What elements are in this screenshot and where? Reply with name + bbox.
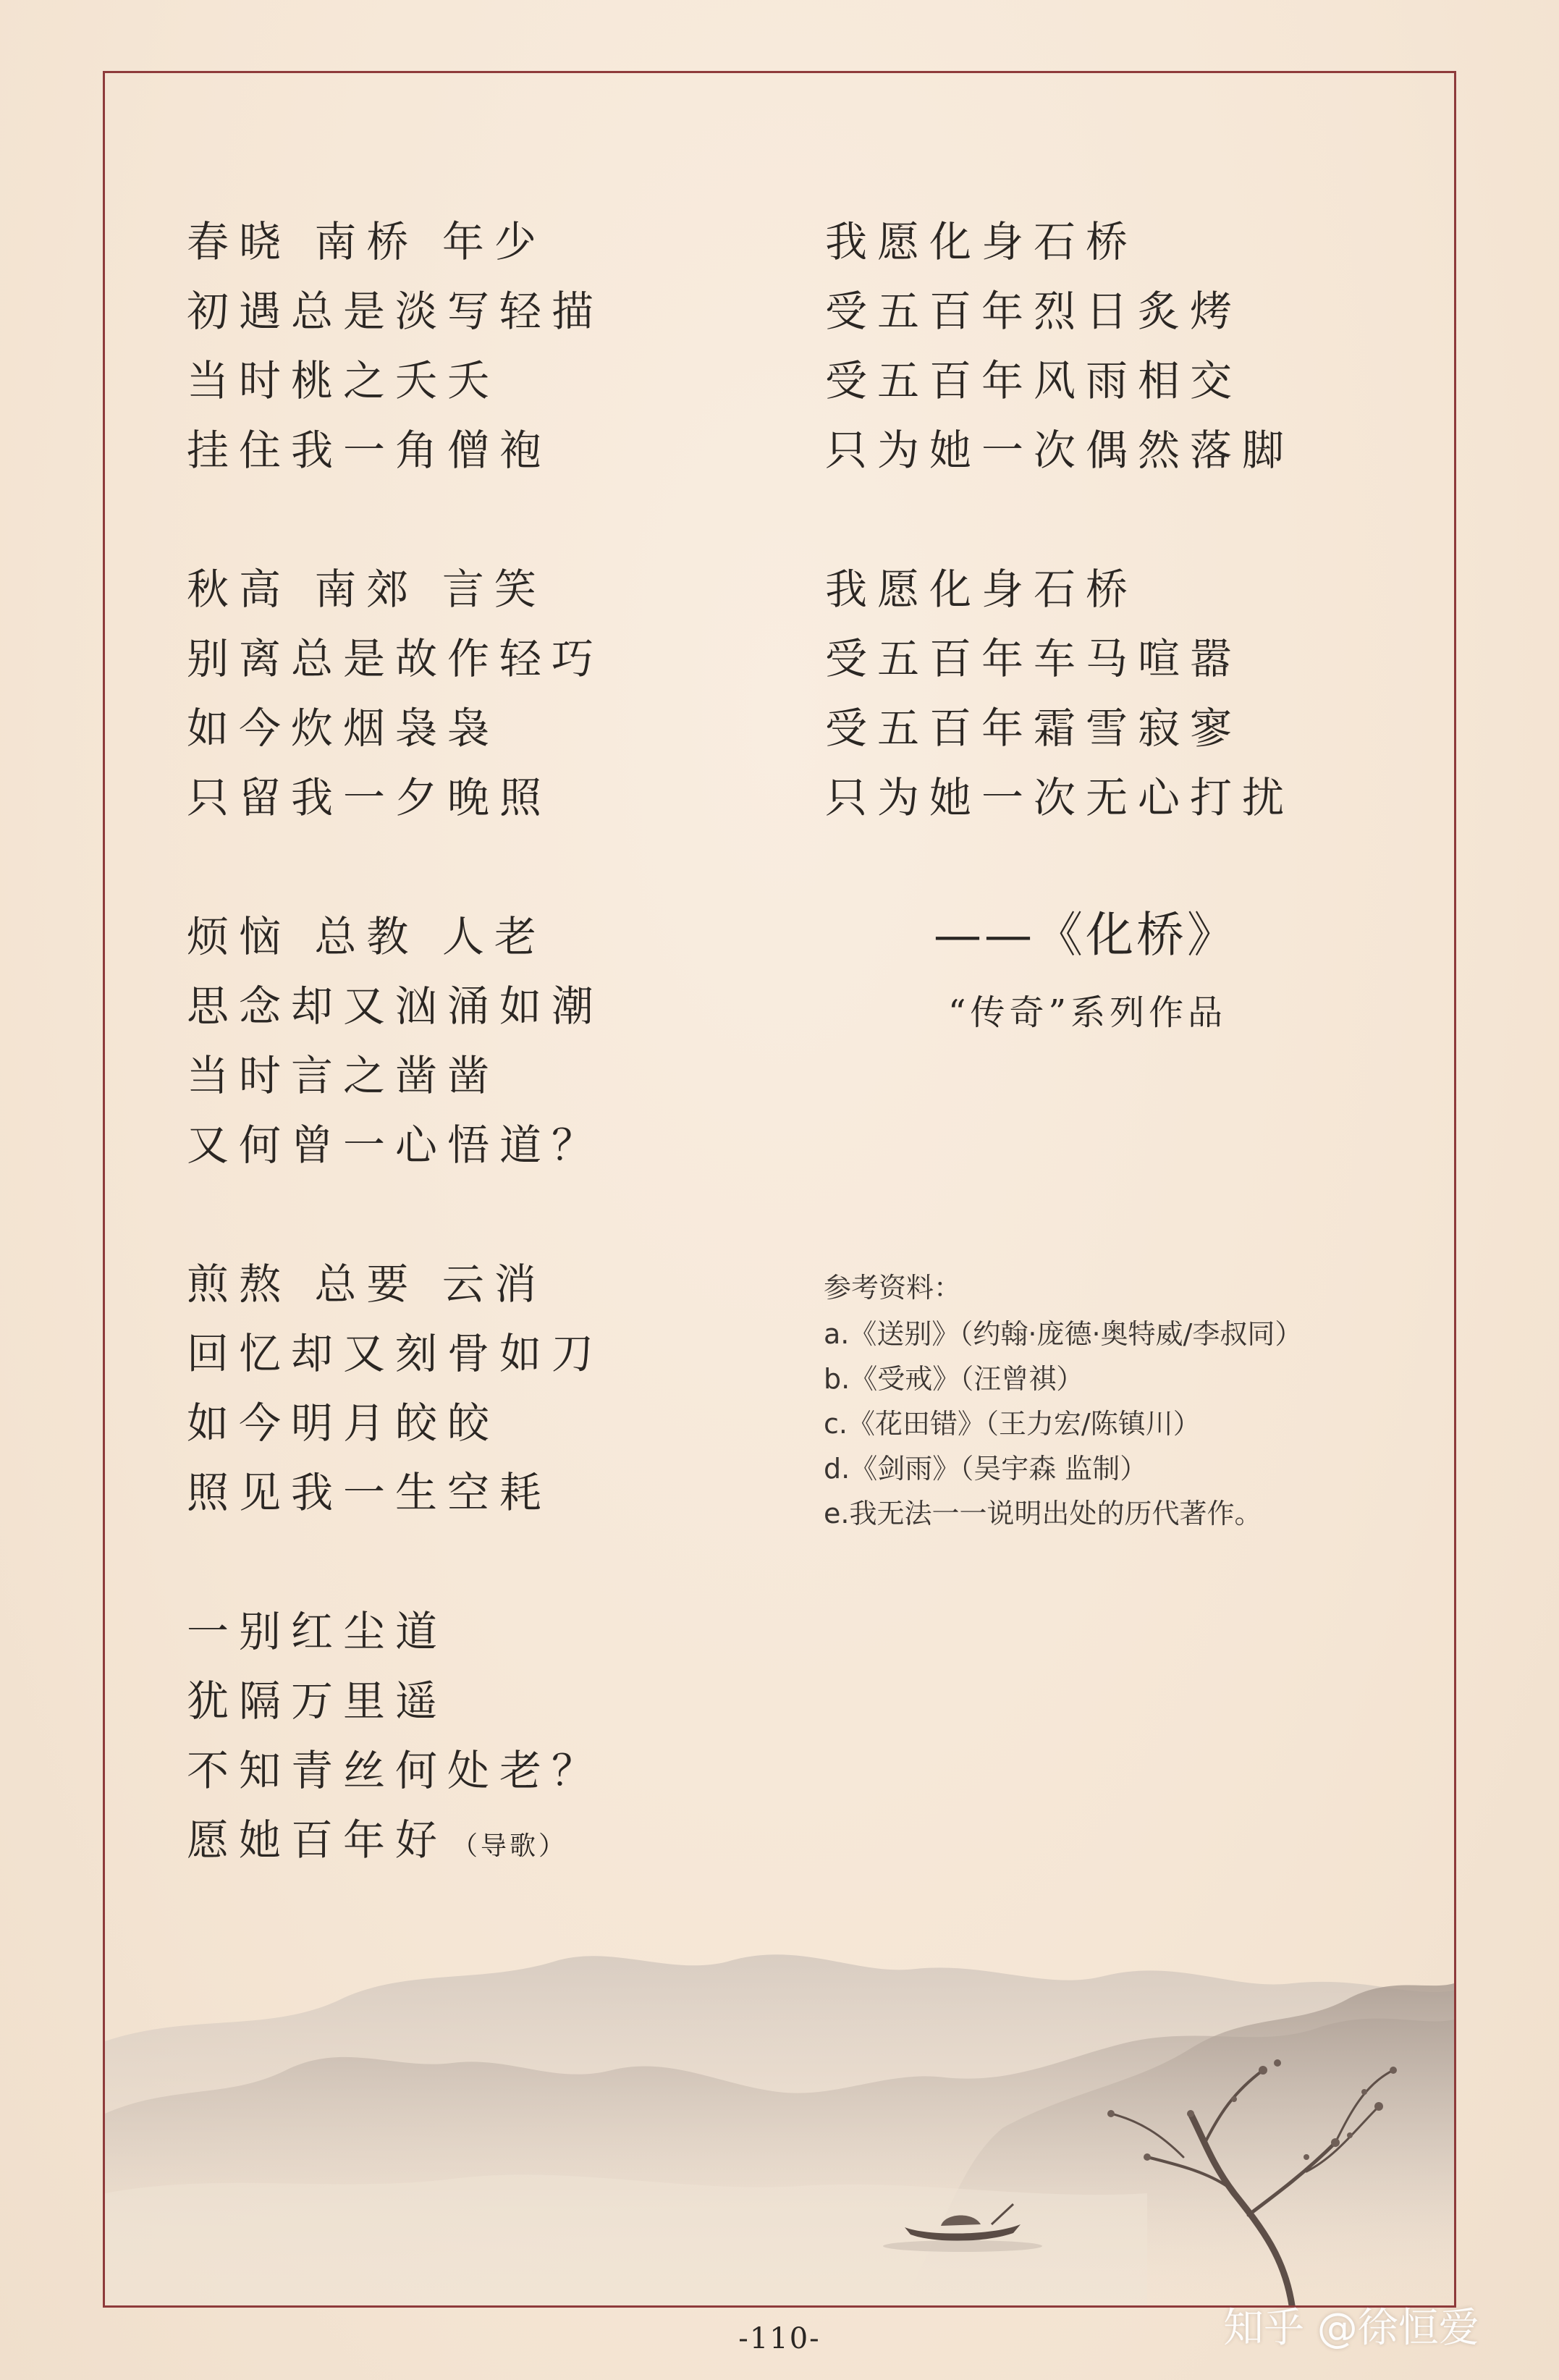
- poem-line: 一别红尘道: [187, 1607, 448, 1656]
- poem-line: 只为她一次偶然落脚: [825, 426, 1295, 475]
- poem-line: 照见我一生空耗: [187, 1468, 552, 1517]
- poem-line: 别离总是故作轻巧: [187, 634, 604, 683]
- references-heading: 参考资料：: [824, 1272, 962, 1304]
- reference-item: e.我无法一一说明出处的历代著作。: [824, 1498, 1262, 1529]
- references-block: [824, 1265, 1302, 1536]
- reference-item: c.《花田错》（王力宏/陈镇川）: [824, 1408, 1201, 1440]
- poem-line: 只留我一夕晚照: [187, 773, 552, 822]
- poem-stanza: [825, 207, 1448, 485]
- chorus-note: （导歌）: [452, 1831, 568, 1861]
- poem-line: 如今炊烟袅袅: [187, 704, 500, 753]
- poem-stanza: [187, 1249, 838, 1527]
- poem-line: 春晓 南桥 年少: [187, 217, 546, 266]
- poem-line: 我愿化身石桥: [825, 217, 1138, 266]
- poem-line: 受五百年车马喧嚣: [825, 634, 1243, 683]
- poem-left-column: [187, 207, 838, 1944]
- poem-line: 烦恼 总教 人老: [187, 912, 546, 961]
- poem-line: 思念却又汹涌如潮: [187, 982, 604, 1031]
- poem-line: 如今明月皎皎: [187, 1398, 500, 1448]
- poem-line: 又何曾一心悟道？: [187, 1121, 604, 1170]
- poem-right-column: [825, 207, 1448, 902]
- poem-line: 只为她一次无心打扰: [825, 773, 1295, 822]
- watermark: 知乎 @徐恒爱: [1223, 2305, 1479, 2352]
- poem-stanza: [825, 554, 1448, 832]
- poem-title-attribution: ——《化桥》: [934, 907, 1238, 963]
- poem-stanza: [187, 902, 838, 1180]
- series-label: “传奇”系列作品: [948, 992, 1228, 1033]
- poem-line: 不知青丝何处老？: [187, 1746, 604, 1795]
- poem-line-text: 愿她百年好: [187, 1815, 448, 1865]
- poem-line: 秋高 南郊 言笑: [187, 565, 546, 614]
- poem-line: 我愿化身石桥: [825, 565, 1138, 614]
- poem-line: 当时言之凿凿: [187, 1051, 500, 1100]
- poem-line: 受五百年风雨相交: [825, 356, 1243, 405]
- poem-stanza: [187, 207, 838, 485]
- poem-line: 挂住我一角僧袍: [187, 426, 552, 475]
- poem-line: 煎熬 总要 云消: [187, 1259, 546, 1309]
- poem-line: 受五百年烈日炙烤: [825, 287, 1243, 336]
- reference-item: d.《剑雨》（吴宇森 监制）: [824, 1453, 1148, 1485]
- poem-line: 当时桃之夭夭: [187, 356, 500, 405]
- poem-line: 受五百年霜雪寂寥: [825, 704, 1243, 753]
- reference-item: a.《送别》（约翰·庞德·奥特威/李叔同）: [824, 1318, 1303, 1350]
- poem-line-last: [187, 1805, 838, 1875]
- poem-stanza: [187, 1597, 838, 1875]
- poem-line: 初遇总是淡写轻描: [187, 287, 604, 336]
- poem-line: 回忆却又刻骨如刀: [187, 1329, 604, 1378]
- reference-item: b.《受戒》（汪曾祺）: [824, 1363, 1084, 1395]
- poem-stanza: [187, 554, 838, 832]
- poem-line: 犹隔万里遥: [187, 1676, 448, 1726]
- page-number: -110-: [738, 2322, 821, 2355]
